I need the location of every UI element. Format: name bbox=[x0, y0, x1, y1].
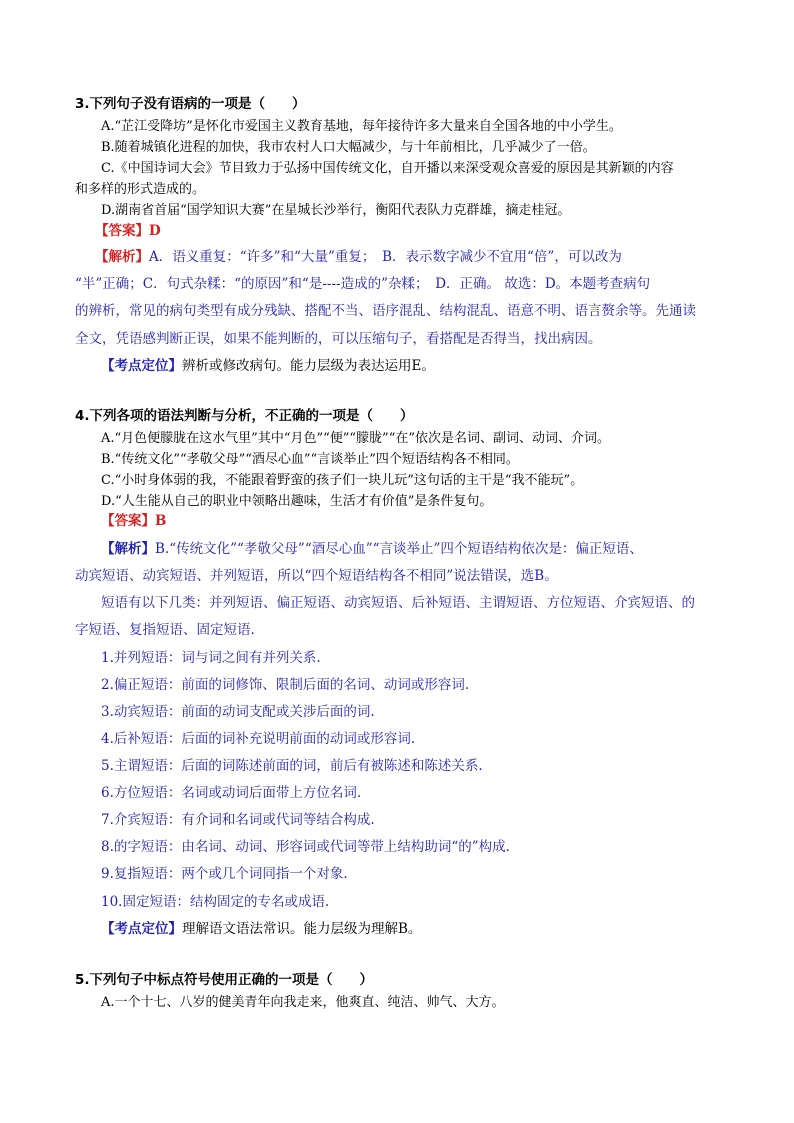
q4-option-a: A.“月色便朦胧在这水气里”其中“月色”“便”“朦胧”“在”依次是名词、副词、动词、介词。 bbox=[101, 431, 610, 446]
q3-analysis-line-2: “半”正确；C．句式杂糅：“的原因”和“是----造成的”杂糅； D．正确。 故选：D。本题考查病句 bbox=[75, 276, 651, 292]
q3-answer bbox=[95, 225, 161, 239]
q4-option-b: B.“传统文化”“孝敬父母”“酒尽心血”“言谈举止”四个短语结构各不相同。 bbox=[101, 452, 519, 467]
list-item: 7.介宾短语：有介词和名词或代词等结合构成. bbox=[101, 812, 375, 828]
analysis-label: 【解析】 bbox=[101, 541, 155, 557]
q4-analysis-line-1 bbox=[101, 543, 643, 557]
q3-option-a: A.“芷江受降坊”是怀化市爱国主义教育基地，每年接待许多大量来自全国各地的中小学生。 bbox=[101, 119, 622, 134]
list-item: 9.复指短语：两个或几个词同指一个对象. bbox=[101, 866, 348, 882]
q3-analysis-line-4: 全文，凭语感判断正误，如果不能判断的，可以压缩句子，看搭配是否得当，找出病因。 bbox=[75, 331, 602, 347]
q3-analysis-line-3: 的辨析，常见的病句类型有成分残缺、搭配不当、语序混乱、结构混乱、语意不明、语言赘余等。先通读 bbox=[75, 303, 696, 319]
list-item: 1.并列短语：词与词之间有并列关系. bbox=[101, 650, 321, 666]
list-item: 6.方位短语：名词或动词后面带上方位名词. bbox=[101, 785, 362, 801]
q4-title: 4.下列各项的语法判断与分析，不正确的一项是（ ） bbox=[75, 408, 414, 424]
q4-answer bbox=[101, 515, 166, 529]
q4-option-d: D.“人生能从自己的职业中领略出趣味，生活才有价值”是条件复句。 bbox=[101, 494, 493, 509]
q4-analysis-line-4: 字短语、复指短语、固定短语. bbox=[75, 622, 255, 638]
q3-title: 3.下列句子没有语病的一项是（ ） bbox=[75, 96, 306, 112]
analysis-text: A．语义重复：“许多”和“大量”重复； B．表示数字减少不宜用“倍”，可以改为 bbox=[149, 249, 622, 265]
q3-option-c: C.《中国诗词大会》节目致力于弘扬中国传统文化，自开播以来深受观众喜爱的原因是其新颖的内容 bbox=[101, 161, 674, 176]
answer-value: D bbox=[149, 223, 161, 239]
kaodian-text: 理解语文语法常识。能力层级为理解B。 bbox=[182, 921, 422, 937]
q4-option-c: C.“小时身体弱的我，不能跟着野蛮的孩子们一块儿玩”这句话的主干是“我不能玩”。 bbox=[101, 473, 584, 488]
answer-label: 【答案】 bbox=[95, 223, 149, 239]
kaodian-text: 辨析或修改病句。能力层级为表达运用E。 bbox=[182, 358, 435, 374]
q3-analysis-line-1 bbox=[95, 251, 622, 265]
q4-analysis-line-3: 短语有以下几类：并列短语、偏正短语、动宾短语、后补短语、主谓短语、方位短语、介宾短语、的 bbox=[101, 595, 695, 611]
list-item: 4.后补短语：后面的词补充说明前面的动词或形容词. bbox=[101, 731, 416, 747]
answer-value: B bbox=[155, 513, 167, 529]
q5-title: 5.下列句子中标点符号使用正确的一项是（ ） bbox=[75, 972, 374, 988]
q3-option-c-cont: 和多样的形式造成的。 bbox=[75, 182, 206, 197]
analysis-text: B.“传统文化”“孝敬父母”“酒尽心血”“言谈举止”四个短语结构依次是：偏正短语、 bbox=[155, 541, 643, 557]
q3-option-d: D.湖南省首届“国学知识大赛”在星城长沙举行，衡阳代表队力克群雄，摘走桂冠。 bbox=[101, 203, 571, 218]
list-item: 2.偏正短语：前面的词修饰、限制后面的名词、动词或形容词. bbox=[101, 677, 470, 693]
q3-kaodian bbox=[101, 360, 435, 374]
analysis-label: 【解析】 bbox=[95, 249, 149, 265]
q4-analysis-line-2: 动宾短语、动宾短语、并列短语，所以“四个短语结构各不相同”说法错误，选B。 bbox=[75, 568, 558, 584]
answer-label: 【答案】 bbox=[101, 513, 155, 529]
list-item: 8.的字短语：由名词、动词、形容词或代词等带上结构助词“的”构成. bbox=[101, 839, 510, 855]
list-item: 3.动宾短语：前面的动词支配或关涉后面的词. bbox=[101, 704, 375, 720]
list-item: 10.固定短语：结构固定的专名或成语. bbox=[101, 894, 330, 910]
q4-kaodian bbox=[101, 923, 421, 937]
q3-option-b: B.随着城镇化进程的加快，我市农村人口大幅减少，与十年前相比，几乎减少了一倍。 bbox=[101, 140, 596, 155]
list-item: 5.主谓短语：后面的词陈述前面的词，前后有被陈述和陈述关系. bbox=[101, 758, 483, 774]
kaodian-label: 【考点定位】 bbox=[101, 358, 182, 374]
kaodian-label: 【考点定位】 bbox=[101, 921, 182, 937]
q5-option-a: A.一个十七、八岁的健美青年向我走来，他爽直、纯洁、帅气、大方。 bbox=[101, 995, 505, 1010]
